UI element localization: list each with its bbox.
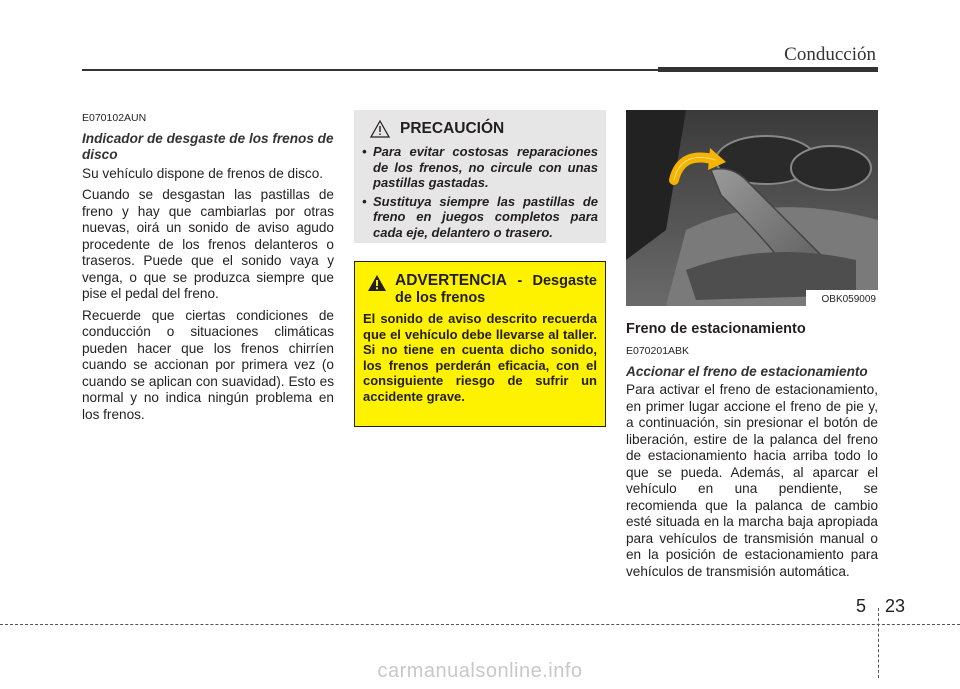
- header-rule-accent: [658, 67, 878, 72]
- watermark: carmanualsonline.info: [377, 660, 583, 682]
- warning-box: [354, 261, 606, 427]
- right-column: [626, 110, 878, 585]
- caution-triangle-icon: [370, 120, 390, 138]
- section-code: E070102AUN: [82, 112, 147, 124]
- parking-brake-photo: [626, 110, 878, 306]
- chapter-number: 5: [856, 596, 867, 616]
- paragraph: Su vehículo dispone de frenos de disco.: [82, 165, 324, 181]
- caution-list: [362, 144, 598, 240]
- header-title: Conducción: [784, 44, 876, 65]
- paragraph: Cuando se desgastan las pastillas de freno y hay que cambiarlas por otras nuevas, oirá un sonido de aviso agudo procedente de los frenos delanteros o traseros. Puede que el sonido vaya y venga, o que se produzca siempre que pise el pedal del freno.: [82, 187, 334, 301]
- subheading-apply-parking-brake: Accionar el freno de estacionamiento: [626, 363, 868, 379]
- list-item: • Sustituya siempre las pastillas de freno en juegos completos para cada eje, delantero o trasero.: [362, 193, 598, 240]
- list-item: • Para evitar costosas reparaciones de los frenos, no circule con unas pastillas gastadas.: [362, 144, 598, 190]
- section-title-parking-brake: Freno de estacionamiento: [626, 320, 806, 337]
- caution-title: PRECAUCIÓN: [400, 119, 505, 137]
- warning-title: ADVERTENCIA - Desgaste de los frenos: [395, 272, 597, 306]
- caution-box: [354, 110, 606, 243]
- paragraph: Recuerde que ciertas condiciones de conducción o situaciones climáticas pueden hacer que los frenos chirríen cuando se accionan por primera vez (o cuando se aplican con suavidad). Esto es normal y no indica ningún problema en los frenos.: [82, 307, 334, 422]
- footer-rule: [0, 624, 960, 625]
- warning-triangle-icon: [367, 274, 387, 292]
- page-number: 23: [885, 596, 906, 616]
- subheading-brake-wear: Indicador de desgaste de los frenos de disco: [82, 130, 334, 162]
- middle-column: [354, 110, 606, 427]
- warning-body: El sonido de aviso descrito recuerda que el vehículo debe llevarse al taller. Si no tiene en cuenta dicho sonido, los frenos perderán eficacia, con el consiguiente riesgo de sufrir un accidente grave.: [363, 311, 597, 404]
- left-column: [82, 110, 334, 428]
- section-code: E070201ABK: [626, 345, 690, 357]
- photo-code: OBK059009: [821, 294, 876, 305]
- paragraph: Para activar el freno de estacionamiento, en primer lugar accione el freno de pie y, a continuación, sin presionar el botón de liberación, estire de la palanca del freno de estacionamiento hacia arriba todo lo que se pueda. Además, al aparcar el vehículo en una pendiente, se recomienda que la palanca de cambio esté situada en la marcha baja apropiada para vehículos de transmisión manual o en la posición de estacionamiento para vehículos de transmisión automática.: [626, 382, 878, 579]
